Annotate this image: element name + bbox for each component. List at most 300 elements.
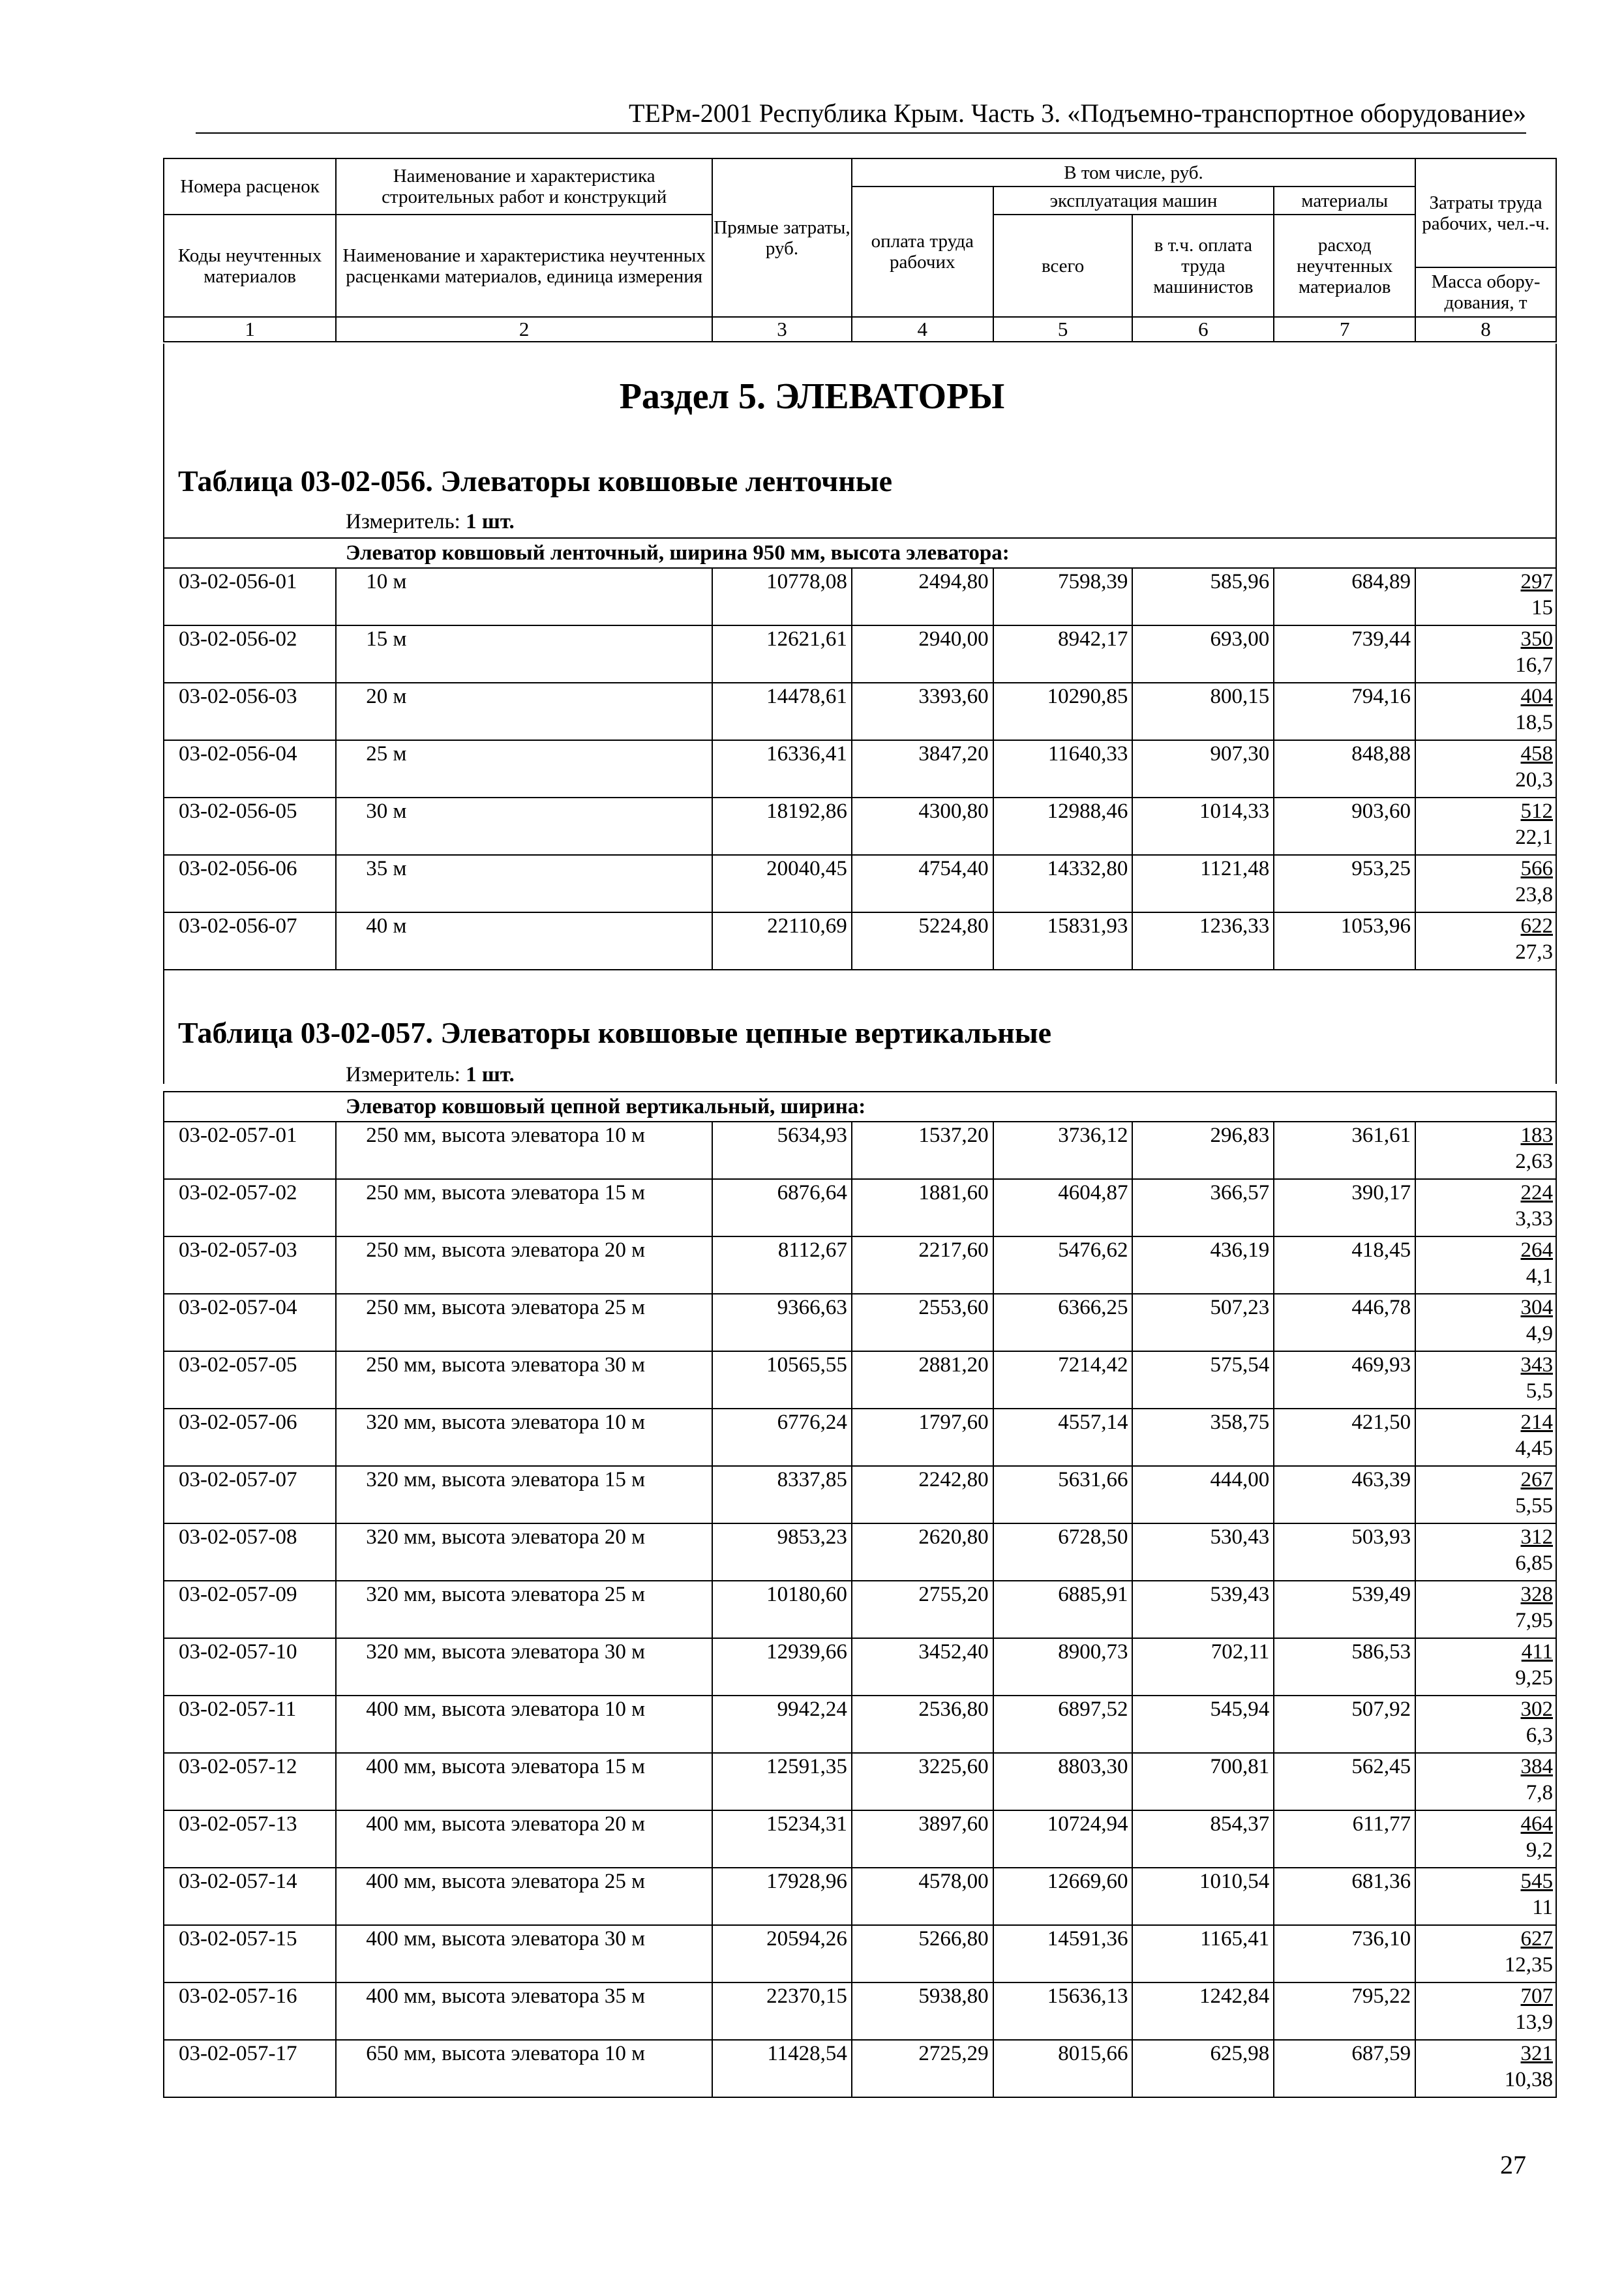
mass-value: 10,38 — [1504, 2068, 1553, 2091]
header-machinists-wages: в т.ч. оплата труда машинистов — [1132, 215, 1274, 317]
machines-total: 4604,87 — [993, 1179, 1133, 1236]
materials-cost: 903,60 — [1274, 798, 1415, 855]
labor-and-mass — [1415, 1409, 1556, 1466]
materials-cost: 562,45 — [1274, 1753, 1415, 1810]
mass-value: 5,5 — [1526, 1379, 1553, 1403]
labor-and-mass — [1415, 1122, 1556, 1179]
table-row — [164, 568, 1556, 625]
direct-costs: 11428,54 — [712, 2040, 852, 2097]
materials-cost: 953,25 — [1274, 855, 1415, 912]
rate-name: 320 мм, высота элеватора 30 м — [336, 1638, 712, 1696]
table-row — [164, 625, 1556, 683]
direct-costs: 9366,63 — [712, 1294, 852, 1351]
machinists-wages: 530,43 — [1132, 1523, 1274, 1581]
machines-total: 8942,17 — [993, 625, 1133, 683]
rate-name: 10 м — [336, 568, 712, 625]
rate-code: 03-02-057-09 — [164, 1581, 336, 1638]
machinists-wages: 366,57 — [1132, 1179, 1274, 1236]
worker-wages: 5224,80 — [852, 912, 993, 970]
materials-cost: 1053,96 — [1274, 912, 1415, 970]
worker-wages: 2553,60 — [852, 1294, 993, 1351]
labor-and-mass — [1415, 1753, 1556, 1810]
col-number: 4 — [852, 317, 993, 342]
materials-cost: 361,61 — [1274, 1122, 1415, 1179]
worker-wages: 2940,00 — [852, 625, 993, 683]
labor-value: 264 — [1520, 1238, 1553, 1262]
measure-value: 1 шт. — [466, 510, 515, 533]
machines-total: 3736,12 — [993, 1122, 1133, 1179]
rate-name: 400 мм, высота элеватора 35 м — [336, 1982, 712, 2040]
worker-wages: 3847,20 — [852, 740, 993, 798]
rates-table — [163, 537, 1557, 970]
direct-costs: 6876,64 — [712, 1179, 852, 1236]
direct-costs: 12591,35 — [712, 1753, 852, 1810]
rate-name: 400 мм, высота элеватора 25 м — [336, 1868, 712, 1925]
machinists-wages: 702,11 — [1132, 1638, 1274, 1696]
table-row — [164, 1351, 1556, 1409]
column-header-table — [163, 158, 1557, 342]
mass-value: 6,3 — [1526, 1724, 1553, 1747]
rate-code: 03-02-057-06 — [164, 1409, 336, 1466]
rate-name: 250 мм, высота элеватора 25 м — [336, 1294, 712, 1351]
direct-costs: 8112,67 — [712, 1236, 852, 1294]
labor-value: 214 — [1520, 1411, 1553, 1434]
worker-wages: 2242,80 — [852, 1466, 993, 1523]
table-row — [164, 683, 1556, 740]
direct-costs: 8337,85 — [712, 1466, 852, 1523]
labor-and-mass — [1415, 1696, 1556, 1753]
machinists-wages: 1165,41 — [1132, 1925, 1274, 1982]
labor-value: 512 — [1520, 800, 1553, 823]
table-row — [164, 1523, 1556, 1581]
table-row — [164, 912, 1556, 970]
machines-total: 4557,14 — [993, 1409, 1133, 1466]
materials-cost: 469,93 — [1274, 1351, 1415, 1409]
machinists-wages: 693,00 — [1132, 625, 1274, 683]
mass-value: 16,7 — [1515, 653, 1553, 677]
table-measure — [346, 509, 515, 535]
materials-cost: 539,49 — [1274, 1581, 1415, 1638]
machinists-wages: 1010,54 — [1132, 1868, 1274, 1925]
materials-cost: 739,44 — [1274, 625, 1415, 683]
table-row — [164, 1925, 1556, 1982]
mass-value: 13,9 — [1515, 2011, 1553, 2034]
mass-value: 9,25 — [1515, 1666, 1553, 1690]
col-number: 6 — [1132, 317, 1274, 342]
labor-and-mass — [1415, 1523, 1556, 1581]
materials-cost: 390,17 — [1274, 1179, 1415, 1236]
direct-costs: 22370,15 — [712, 1982, 852, 2040]
rate-name: 25 м — [336, 740, 712, 798]
labor-and-mass — [1415, 1982, 1556, 2040]
mass-value: 27,3 — [1515, 940, 1553, 964]
rate-code: 03-02-056-04 — [164, 740, 336, 798]
rate-code: 03-02-056-02 — [164, 625, 336, 683]
col-number: 2 — [336, 317, 712, 342]
materials-cost: 507,92 — [1274, 1696, 1415, 1753]
machines-total: 10290,85 — [993, 683, 1133, 740]
labor-and-mass — [1415, 625, 1556, 683]
labor-and-mass — [1415, 1581, 1556, 1638]
worker-wages: 3452,40 — [852, 1638, 993, 1696]
table-title: Таблица 03-02-056. Элеваторы ковшовые ленточные — [178, 464, 893, 498]
mass-value: 3,33 — [1515, 1207, 1553, 1231]
table-row — [164, 1466, 1556, 1523]
materials-cost: 794,16 — [1274, 683, 1415, 740]
rate-name: 320 мм, высота элеватора 10 м — [336, 1409, 712, 1466]
rate-code: 03-02-057-01 — [164, 1122, 336, 1179]
col-number: 7 — [1274, 317, 1415, 342]
direct-costs: 22110,69 — [712, 912, 852, 970]
table-group-title: Элеватор ковшовый ленточный, ширина 950 мм, высота элеватора: — [164, 538, 1556, 568]
rate-name: 250 мм, высота элеватора 10 м — [336, 1122, 712, 1179]
mass-value: 4,1 — [1526, 1264, 1553, 1288]
rate-code: 03-02-057-10 — [164, 1638, 336, 1696]
table-row — [164, 1868, 1556, 1925]
machines-total: 6897,52 — [993, 1696, 1133, 1753]
machinists-wages: 358,75 — [1132, 1409, 1274, 1466]
machines-total: 10724,94 — [993, 1810, 1133, 1868]
rate-code: 03-02-057-07 — [164, 1466, 336, 1523]
mass-value: 6,85 — [1515, 1551, 1553, 1575]
labor-value: 267 — [1520, 1468, 1553, 1491]
machinists-wages: 575,54 — [1132, 1351, 1274, 1409]
machinists-wages: 854,37 — [1132, 1810, 1274, 1868]
worker-wages: 2217,60 — [852, 1236, 993, 1294]
materials-cost: 795,22 — [1274, 1982, 1415, 2040]
direct-costs: 9853,23 — [712, 1523, 852, 1581]
rate-name: 250 мм, высота элеватора 15 м — [336, 1179, 712, 1236]
machines-total: 15831,93 — [993, 912, 1133, 970]
col-number: 1 — [164, 317, 336, 342]
rate-name: 15 м — [336, 625, 712, 683]
machinists-wages: 296,83 — [1132, 1122, 1274, 1179]
col-number: 8 — [1415, 317, 1556, 342]
header-labor: Затраты труда рабочих, чел.-ч. — [1415, 158, 1556, 267]
labor-value: 183 — [1520, 1124, 1553, 1147]
measure-label: Измеритель: — [346, 510, 460, 533]
worker-wages: 2725,29 — [852, 2040, 993, 2097]
machinists-wages: 444,00 — [1132, 1466, 1274, 1523]
materials-cost: 687,59 — [1274, 2040, 1415, 2097]
labor-value: 627 — [1520, 1927, 1553, 1951]
rate-code: 03-02-056-06 — [164, 855, 336, 912]
mass-value: 11 — [1532, 1896, 1553, 1919]
rate-code: 03-02-056-07 — [164, 912, 336, 970]
table-row — [164, 798, 1556, 855]
labor-value: 321 — [1520, 2042, 1553, 2065]
rate-code: 03-02-057-13 — [164, 1810, 336, 1868]
materials-cost: 684,89 — [1274, 568, 1415, 625]
table-row — [164, 740, 1556, 798]
section-title: Раздел 5. ЭЛЕВАТОРЫ — [619, 376, 1005, 417]
worker-wages: 2755,20 — [852, 1581, 993, 1638]
header-rule — [196, 132, 1526, 134]
labor-value: 350 — [1520, 627, 1553, 651]
labor-value: 464 — [1520, 1812, 1553, 1836]
table-row — [164, 1638, 1556, 1696]
rate-code: 03-02-057-17 — [164, 2040, 336, 2097]
rate-name: 400 мм, высота элеватора 20 м — [336, 1810, 712, 1868]
mass-value: 9,2 — [1526, 1838, 1553, 1862]
machines-total: 12988,46 — [993, 798, 1133, 855]
header-mass: Масса обору-дования, т — [1415, 267, 1556, 317]
mass-value: 18,5 — [1515, 711, 1553, 734]
mass-value: 7,8 — [1526, 1781, 1553, 1804]
rate-name: 20 м — [336, 683, 712, 740]
machinists-wages: 436,19 — [1132, 1236, 1274, 1294]
rate-code: 03-02-057-08 — [164, 1523, 336, 1581]
rate-name: 30 м — [336, 798, 712, 855]
table-row — [164, 1122, 1556, 1179]
labor-value: 404 — [1520, 685, 1553, 708]
direct-costs: 12621,61 — [712, 625, 852, 683]
machines-total: 6885,91 — [993, 1581, 1133, 1638]
table-row — [164, 2040, 1556, 2097]
machinists-wages: 507,23 — [1132, 1294, 1274, 1351]
worker-wages: 3897,60 — [852, 1810, 993, 1868]
materials-cost: 463,39 — [1274, 1466, 1415, 1523]
rate-code: 03-02-057-03 — [164, 1236, 336, 1294]
machines-total: 12669,60 — [993, 1868, 1133, 1925]
col-number: 3 — [712, 317, 852, 342]
rate-name: 35 м — [336, 855, 712, 912]
header-col1-bottom: Коды неучтенных материалов — [164, 215, 336, 317]
materials-cost: 586,53 — [1274, 1638, 1415, 1696]
labor-and-mass — [1415, 1294, 1556, 1351]
labor-value: 566 — [1520, 857, 1553, 880]
rate-code: 03-02-056-03 — [164, 683, 336, 740]
materials-cost: 503,93 — [1274, 1523, 1415, 1581]
labor-and-mass — [1415, 740, 1556, 798]
rate-name: 320 мм, высота элеватора 20 м — [336, 1523, 712, 1581]
labor-and-mass — [1415, 1638, 1556, 1696]
machines-total: 7598,39 — [993, 568, 1133, 625]
machinists-wages: 585,96 — [1132, 568, 1274, 625]
machines-total: 6728,50 — [993, 1523, 1133, 1581]
rate-code: 03-02-057-16 — [164, 1982, 336, 2040]
labor-value: 224 — [1520, 1181, 1553, 1204]
worker-wages: 4300,80 — [852, 798, 993, 855]
labor-value: 707 — [1520, 1984, 1553, 2008]
labor-value: 312 — [1520, 1525, 1553, 1549]
labor-and-mass — [1415, 1236, 1556, 1294]
rate-name: 400 мм, высота элеватора 30 м — [336, 1925, 712, 1982]
labor-and-mass — [1415, 798, 1556, 855]
worker-wages: 1797,60 — [852, 1409, 993, 1466]
machinists-wages: 1242,84 — [1132, 1982, 1274, 2040]
direct-costs: 5634,93 — [712, 1122, 852, 1179]
header-col2-top: Наименование и характеристика строительных работ и конструкций — [336, 158, 712, 215]
table-row — [164, 855, 1556, 912]
rates-table — [163, 1091, 1557, 2098]
mass-value: 12,35 — [1504, 1953, 1553, 1977]
worker-wages: 2620,80 — [852, 1523, 993, 1581]
machines-total: 7214,42 — [993, 1351, 1133, 1409]
header-including: В том числе, руб. — [852, 158, 1415, 187]
materials-cost: 848,88 — [1274, 740, 1415, 798]
mass-value: 20,3 — [1515, 768, 1553, 792]
rate-code: 03-02-056-01 — [164, 568, 336, 625]
labor-and-mass — [1415, 1810, 1556, 1868]
measure-label: Измеритель: — [346, 1063, 460, 1086]
mass-value: 2,63 — [1515, 1150, 1553, 1173]
header-col1-top: Номера расценок — [164, 158, 336, 215]
materials-cost: 446,78 — [1274, 1294, 1415, 1351]
materials-cost: 611,77 — [1274, 1810, 1415, 1868]
col-number: 5 — [993, 317, 1133, 342]
table-row — [164, 1179, 1556, 1236]
labor-and-mass — [1415, 568, 1556, 625]
running-header: ТЕРм-2001 Республика Крым. Часть 3. «Подъемно-транспортное оборудование» — [628, 98, 1526, 128]
labor-and-mass — [1415, 912, 1556, 970]
machinists-wages: 700,81 — [1132, 1753, 1274, 1810]
worker-wages: 3225,60 — [852, 1753, 993, 1810]
worker-wages: 3393,60 — [852, 683, 993, 740]
direct-costs: 6776,24 — [712, 1409, 852, 1466]
labor-value: 297 — [1520, 570, 1553, 593]
mass-value: 7,95 — [1515, 1609, 1553, 1632]
mass-value: 4,45 — [1515, 1437, 1553, 1460]
table-row — [164, 1581, 1556, 1638]
labor-and-mass — [1415, 1466, 1556, 1523]
direct-costs: 9942,24 — [712, 1696, 852, 1753]
direct-costs: 20594,26 — [712, 1925, 852, 1982]
rate-code: 03-02-056-05 — [164, 798, 336, 855]
materials-cost: 736,10 — [1274, 1925, 1415, 1982]
machines-total: 14591,36 — [993, 1925, 1133, 1982]
worker-wages: 1881,60 — [852, 1179, 993, 1236]
labor-value: 343 — [1520, 1353, 1553, 1377]
header-direct-costs: Прямые затраты, руб. — [712, 158, 852, 317]
machines-total: 8803,30 — [993, 1753, 1133, 1810]
machinists-wages: 1121,48 — [1132, 855, 1274, 912]
header-wages: оплата труда рабочих — [852, 187, 993, 317]
labor-and-mass — [1415, 2040, 1556, 2097]
measure-value: 1 шт. — [466, 1063, 515, 1086]
table-row — [164, 1409, 1556, 1466]
table-row — [164, 1236, 1556, 1294]
table-row — [164, 1810, 1556, 1868]
rate-code: 03-02-057-04 — [164, 1294, 336, 1351]
mass-value: 22,1 — [1515, 826, 1553, 849]
rate-name: 250 мм, высота элеватора 20 м — [336, 1236, 712, 1294]
direct-costs: 14478,61 — [712, 683, 852, 740]
labor-value: 384 — [1520, 1755, 1553, 1778]
direct-costs: 10778,08 — [712, 568, 852, 625]
labor-value: 304 — [1520, 1296, 1553, 1319]
table-row — [164, 1982, 1556, 2040]
page-number: 27 — [1500, 2150, 1526, 2179]
labor-value: 622 — [1520, 914, 1553, 938]
labor-and-mass — [1415, 1351, 1556, 1409]
header-materials: материалы — [1274, 187, 1415, 215]
rate-code: 03-02-057-14 — [164, 1868, 336, 1925]
machinists-wages: 545,94 — [1132, 1696, 1274, 1753]
header-machines-total: всего — [993, 215, 1133, 317]
table-group-title: Элеватор ковшовый цепной вертикальный, ширина: — [164, 1092, 1556, 1122]
direct-costs: 12939,66 — [712, 1638, 852, 1696]
labor-and-mass — [1415, 1868, 1556, 1925]
direct-costs: 16336,41 — [712, 740, 852, 798]
machines-total: 5631,66 — [993, 1466, 1133, 1523]
machines-total: 5476,62 — [993, 1236, 1133, 1294]
worker-wages: 2494,80 — [852, 568, 993, 625]
machinists-wages: 539,43 — [1132, 1581, 1274, 1638]
machinists-wages: 1014,33 — [1132, 798, 1274, 855]
rate-code: 03-02-057-15 — [164, 1925, 336, 1982]
worker-wages: 2536,80 — [852, 1696, 993, 1753]
direct-costs: 20040,45 — [712, 855, 852, 912]
mass-value: 5,55 — [1515, 1494, 1553, 1518]
machinists-wages: 625,98 — [1132, 2040, 1274, 2097]
worker-wages: 4754,40 — [852, 855, 993, 912]
rate-code: 03-02-057-05 — [164, 1351, 336, 1409]
labor-and-mass — [1415, 855, 1556, 912]
rate-name: 320 мм, высота элеватора 15 м — [336, 1466, 712, 1523]
materials-cost: 681,36 — [1274, 1868, 1415, 1925]
machines-total: 11640,33 — [993, 740, 1133, 798]
header-machines: эксплуатация машин — [993, 187, 1274, 215]
machines-total: 8900,73 — [993, 1638, 1133, 1696]
direct-costs: 15234,31 — [712, 1810, 852, 1868]
machines-total: 14332,80 — [993, 855, 1133, 912]
direct-costs: 10565,55 — [712, 1351, 852, 1409]
mass-value: 23,8 — [1515, 883, 1553, 906]
rate-name: 400 мм, высота элеватора 10 м — [336, 1696, 712, 1753]
machines-total: 6366,25 — [993, 1294, 1133, 1351]
rate-name: 320 мм, высота элеватора 25 м — [336, 1581, 712, 1638]
rate-code: 03-02-057-12 — [164, 1753, 336, 1810]
labor-value: 411 — [1521, 1640, 1553, 1664]
machinists-wages: 800,15 — [1132, 683, 1274, 740]
worker-wages: 4578,00 — [852, 1868, 993, 1925]
mass-value: 15 — [1531, 596, 1553, 620]
labor-value: 545 — [1520, 1870, 1553, 1893]
table-title: Таблица 03-02-057. Элеваторы ковшовые цепные вертикальные — [178, 1016, 1052, 1049]
table-row — [164, 1753, 1556, 1810]
machines-total: 15636,13 — [993, 1982, 1133, 2040]
table-measure — [346, 1062, 515, 1088]
rate-code: 03-02-057-02 — [164, 1179, 336, 1236]
labor-value: 458 — [1520, 742, 1553, 766]
mass-value: 4,9 — [1526, 1322, 1553, 1345]
rate-name: 400 мм, высота элеватора 15 м — [336, 1753, 712, 1810]
header-materials-consumption: расход неучтенных материалов — [1274, 215, 1415, 317]
labor-value: 302 — [1520, 1698, 1553, 1721]
worker-wages: 2881,20 — [852, 1351, 993, 1409]
labor-and-mass — [1415, 1179, 1556, 1236]
worker-wages: 5266,80 — [852, 1925, 993, 1982]
labor-value: 328 — [1520, 1583, 1553, 1606]
machines-total: 8015,66 — [993, 2040, 1133, 2097]
labor-and-mass — [1415, 1925, 1556, 1982]
worker-wages: 5938,80 — [852, 1982, 993, 2040]
labor-and-mass — [1415, 683, 1556, 740]
table-row — [164, 1696, 1556, 1753]
worker-wages: 1537,20 — [852, 1122, 993, 1179]
direct-costs: 17928,96 — [712, 1868, 852, 1925]
materials-cost: 418,45 — [1274, 1236, 1415, 1294]
rate-name: 40 м — [336, 912, 712, 970]
header-col2-bottom: Наименование и характеристика неучтенных расценками материалов, единица измерения — [336, 215, 712, 317]
machinists-wages: 1236,33 — [1132, 912, 1274, 970]
machinists-wages: 907,30 — [1132, 740, 1274, 798]
direct-costs: 10180,60 — [712, 1581, 852, 1638]
materials-cost: 421,50 — [1274, 1409, 1415, 1466]
rate-name: 250 мм, высота элеватора 30 м — [336, 1351, 712, 1409]
rate-code: 03-02-057-11 — [164, 1696, 336, 1753]
